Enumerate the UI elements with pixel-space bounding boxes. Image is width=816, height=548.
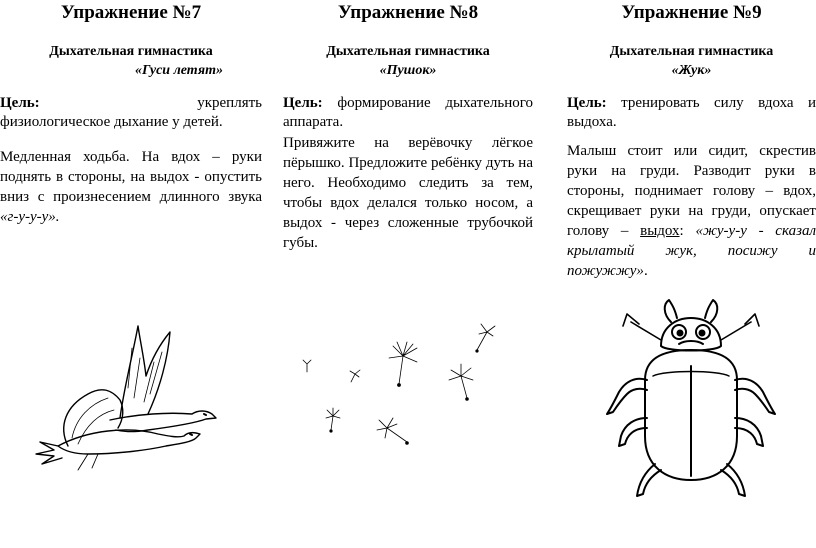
exercise-7-goal-label: Цель: bbox=[0, 95, 40, 111]
dandelion-seed-5 bbox=[326, 408, 340, 432]
exercise-7-title: Упражнение №7 bbox=[60, 2, 202, 23]
exercise-9-column bbox=[567, 0, 816, 548]
exercise-7-goal-verb: укреплять bbox=[197, 95, 262, 111]
dandelion-seeds-illustration bbox=[293, 320, 523, 460]
exercise-9-title: Упражнение №9 bbox=[621, 2, 762, 23]
exercise-7-subtitle-text: Дыхательная гимнастика bbox=[49, 44, 213, 59]
exercise-9-goal bbox=[567, 94, 816, 132]
exercise-9-description bbox=[567, 141, 816, 281]
exercise-9-sound: «жу-у-у - сказал крылатый жук, посижу и пожужжу» bbox=[567, 223, 816, 279]
dandelion-seed-1 bbox=[389, 342, 417, 387]
exercise-7-column bbox=[0, 0, 262, 548]
dandelion-seed-6 bbox=[377, 418, 408, 444]
exercise-9-subtitle-text: Дыхательная гимнастика bbox=[609, 44, 774, 59]
dandelion-seed-4 bbox=[350, 370, 360, 382]
exercise-9-goal-text: тренировать силу вдоха и выдоха. bbox=[567, 95, 816, 130]
exercise-8-goal-label: Цель: bbox=[283, 95, 323, 111]
exercise-8-goal-text: формирование дыхательного аппарата. bbox=[283, 95, 533, 130]
exercise-7-goal bbox=[0, 94, 262, 132]
exercise-9-ending: . bbox=[643, 263, 648, 279]
exercise-7-subtitle bbox=[0, 42, 262, 80]
exercise-8-title: Упражнение №8 bbox=[337, 2, 479, 23]
dandelion-seed-3 bbox=[476, 324, 495, 352]
dandelion-seed-2 bbox=[449, 364, 473, 400]
exercise-9-exhale-word: выдох bbox=[640, 223, 680, 239]
dandelion-seed-7 bbox=[303, 360, 311, 372]
exercise-7-game-name: «Гуси летят» bbox=[135, 63, 223, 78]
exercise-7-description bbox=[0, 147, 262, 227]
exercise-9-description-text: Малыш стоит или сидит, скрестив руки на груди. Разводит руки в стороны, поднимает голову – вдох, скрещивает руки на груди, опускает голову – bbox=[567, 143, 816, 239]
exercise-9-subtitle bbox=[567, 42, 816, 80]
exercise-7-goal-text: физиологическое дыхание у детей. bbox=[0, 114, 223, 130]
exercise-7-sound: «г-у-у-у». bbox=[0, 209, 60, 225]
exercise-8-goal bbox=[283, 94, 533, 132]
exercise-8-column bbox=[283, 0, 533, 548]
exercise-8-subtitle-text: Дыхательная гимнастика bbox=[326, 44, 490, 59]
exercise-8-description: Привяжите на верёвочку лёгкое пёрышко. Предложите ребёнку дуть на него. Необходимо следить за тем, чтобы вдох делался только носом, а выдох - через сложенные трубочкой губы. bbox=[283, 135, 533, 251]
exercise-8-subtitle bbox=[283, 42, 533, 80]
exercise-7-description-text: Медленная ходьба. На вдох – руки поднять в стороны, на выдох - опустить вниз с произнесением длинного звука bbox=[0, 149, 262, 205]
exercise-9-goal-label: Цель: bbox=[567, 95, 607, 111]
beetle-illustration bbox=[605, 296, 775, 500]
exercise-9-colon: : bbox=[679, 223, 684, 239]
exercise-8-game-name: «Пушок» bbox=[379, 63, 437, 78]
geese-flying-illustration bbox=[28, 318, 228, 478]
exercise-9-game-name: «Жук» bbox=[671, 63, 712, 78]
